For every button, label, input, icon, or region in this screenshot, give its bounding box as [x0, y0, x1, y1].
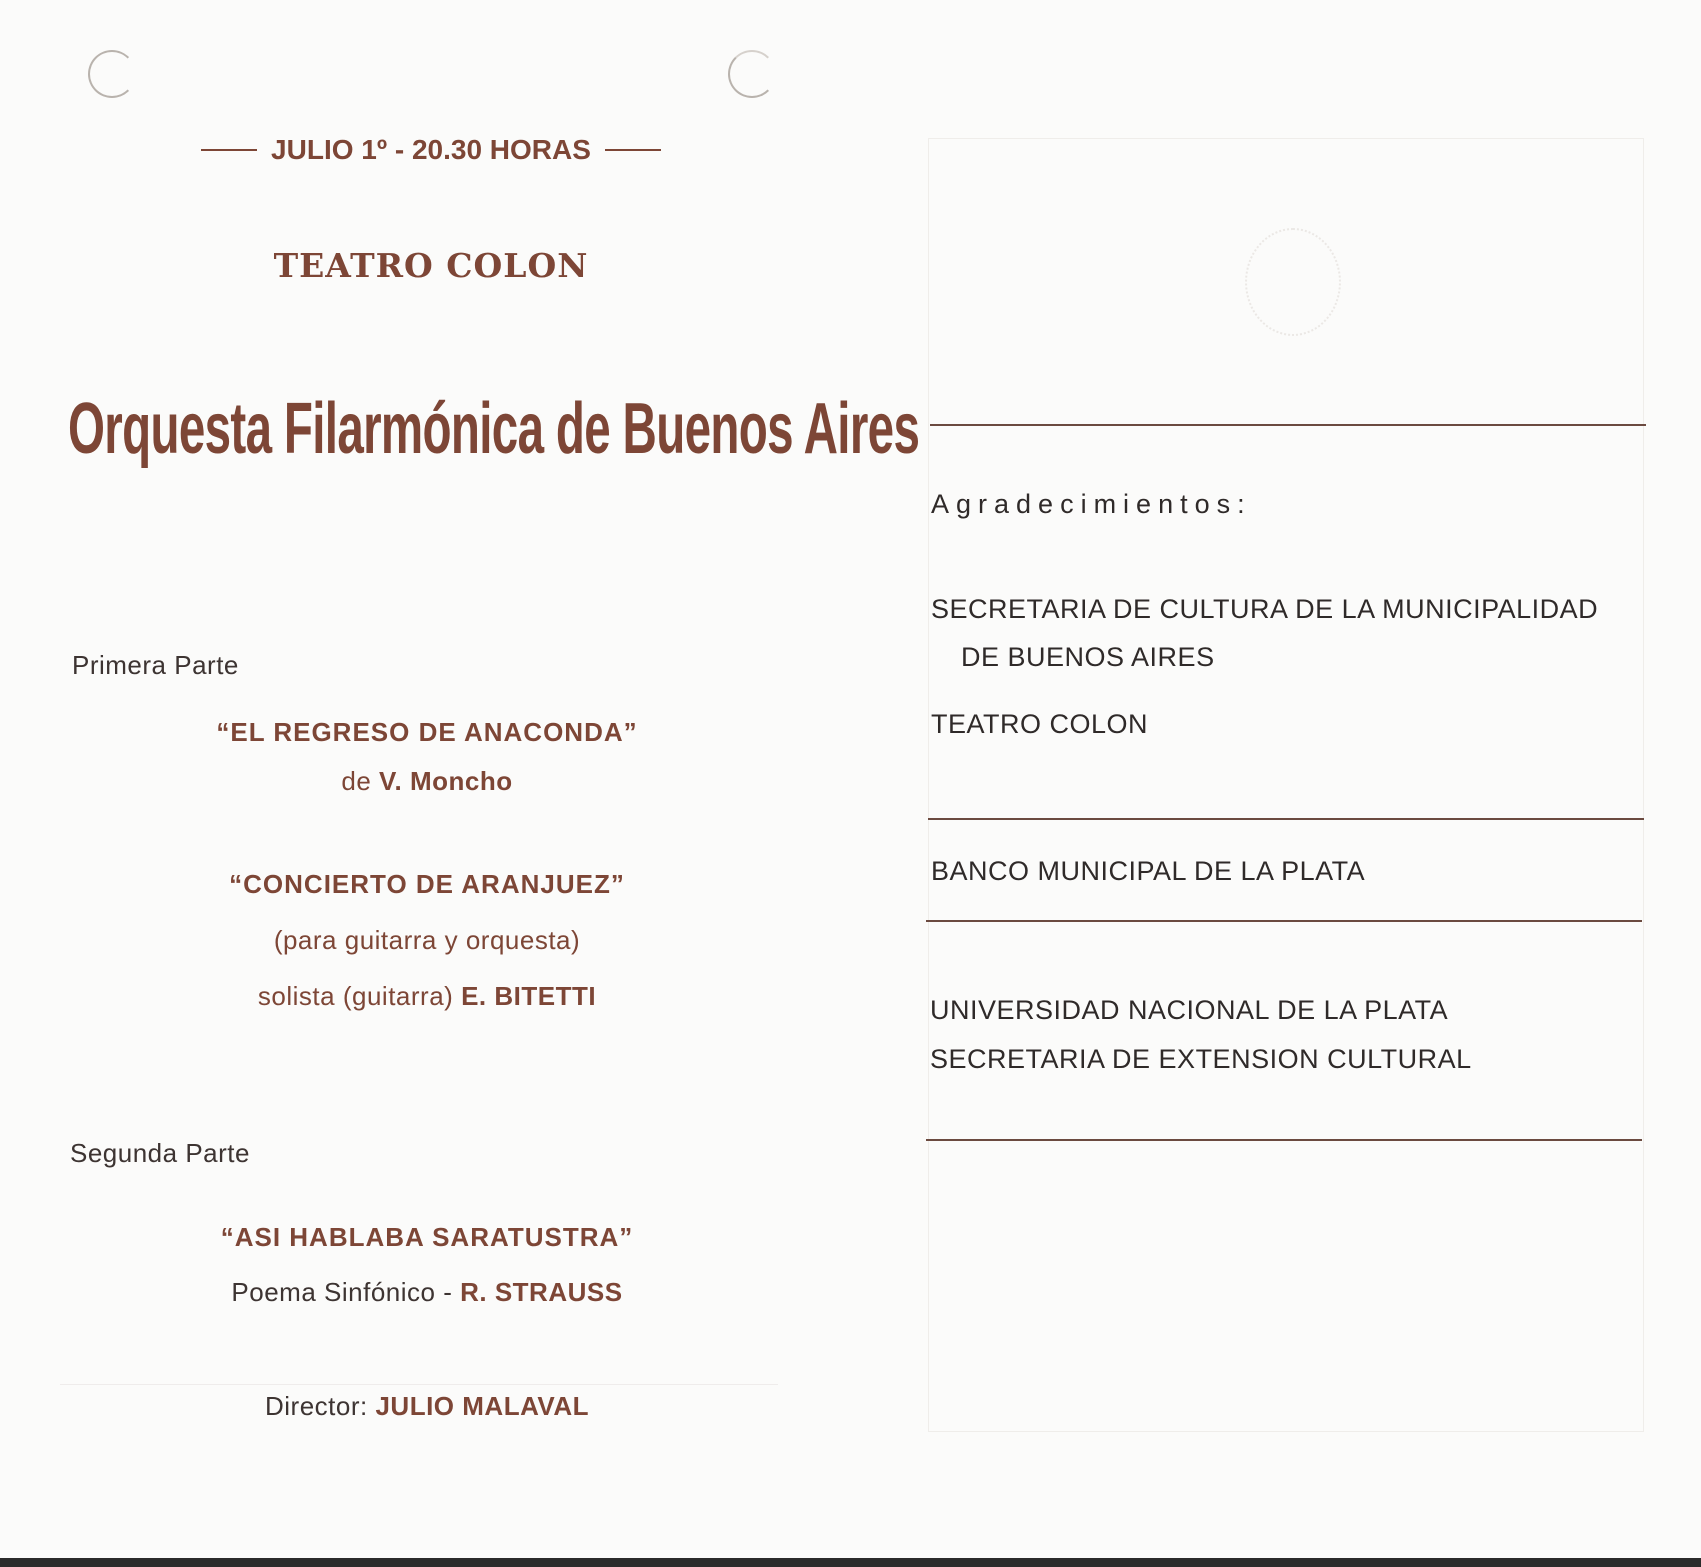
ack-entry4-line2: SECRETARIA DE EXTENSION CULTURAL	[930, 1044, 1472, 1074]
acknowledgements-heading: Agradecimientos:	[931, 489, 1252, 519]
ack-entry1-line1: SECRETARIA DE CULTURA DE LA MUNICIPALIDAD	[931, 594, 1599, 624]
work1-composer-line	[70, 766, 784, 797]
rule-4	[926, 1139, 1642, 1141]
part2-heading: Segunda Parte	[70, 1138, 250, 1168]
event-date-time-text: JULIO 1º - 20.30 HORAS	[271, 134, 591, 165]
punch-hole-right	[728, 50, 776, 98]
director-name: JULIO MALAVAL	[375, 1391, 589, 1421]
date-dash-right	[605, 149, 661, 151]
ack-entry2: TEATRO COLON	[931, 709, 1149, 739]
work2-soloist-line	[70, 981, 784, 1012]
orchestra-title: Orquesta Filarmónica de Buenos Aires	[68, 389, 920, 469]
date-dash-left	[201, 149, 257, 151]
ack-entry4-line1: UNIVERSIDAD NACIONAL DE LA PLATA	[930, 995, 1449, 1025]
work1-composer: V. Moncho	[379, 766, 513, 796]
scan-bottom-edge	[0, 1558, 1701, 1567]
punch-hole-left	[88, 50, 136, 98]
show-through-line	[60, 1384, 778, 1385]
rule-top	[930, 424, 1646, 426]
work1-by-prefix: de	[341, 766, 372, 796]
part1-heading: Primera Parte	[72, 650, 239, 680]
work2-soloist: E. BITETTI	[461, 981, 597, 1011]
venue-title: TEATRO COLON	[273, 246, 589, 285]
work3-title: “ASI HABLABA SARATUSTRA”	[220, 1222, 634, 1252]
ack-entry3: BANCO MUNICIPAL DE LA PLATA	[931, 856, 1366, 886]
work1-title: “EL REGRESO DE ANACONDA”	[216, 717, 638, 747]
work3-desc: Poema Sinfónico -	[231, 1277, 453, 1307]
rule-2	[928, 818, 1644, 820]
work2-soloist-prefix: solista (guitarra)	[257, 981, 454, 1011]
event-date-time	[186, 130, 676, 170]
ack-entry1-line2: DE BUENOS AIRES	[961, 642, 1215, 672]
rule-3	[926, 920, 1642, 922]
director-line	[70, 1391, 784, 1422]
work3-composer: R. STRAUSS	[460, 1277, 623, 1307]
director-prefix: Director:	[264, 1391, 368, 1421]
faint-seal-icon	[1245, 228, 1341, 336]
work2-note: (para guitarra y orquesta)	[273, 925, 581, 955]
work3-desc-line	[70, 1277, 784, 1308]
work2-title: “CONCIERTO DE ARANJUEZ”	[229, 869, 625, 899]
